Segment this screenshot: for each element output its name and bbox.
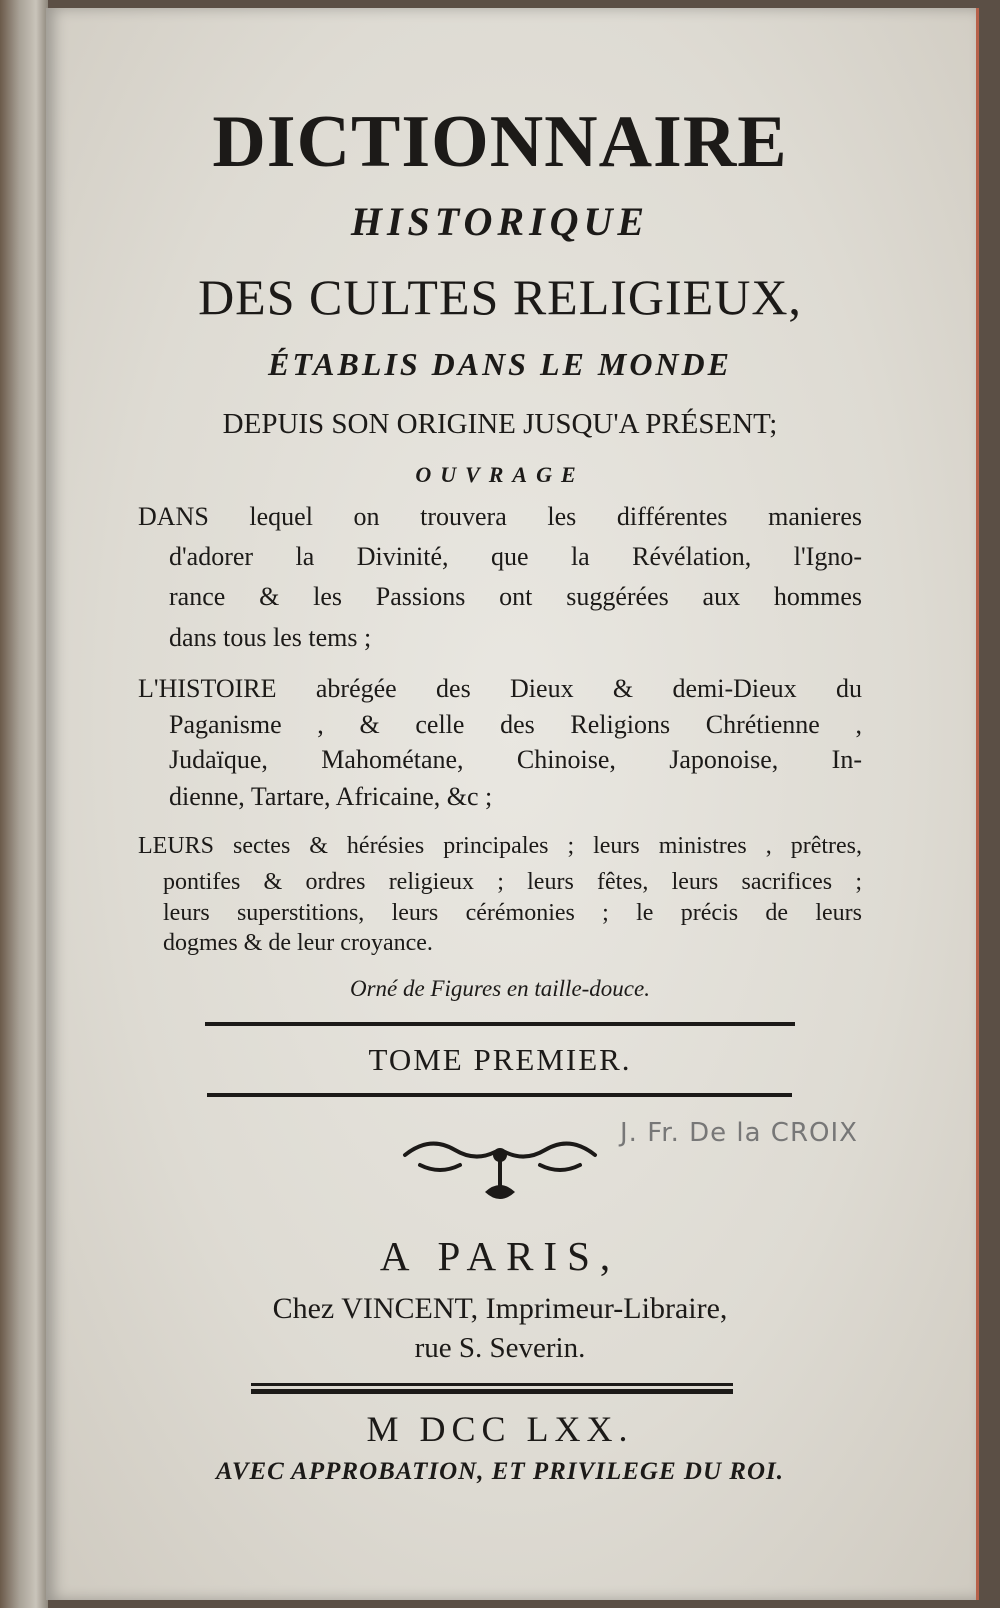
double-rule-top bbox=[251, 1383, 733, 1386]
approbation-line: AVEC APPROBATION, ET PRIVILEGE DU ROI. bbox=[216, 1458, 784, 1485]
paragraph-line: dogmes & de leur croyance. bbox=[163, 930, 433, 956]
subtitle-etablis: ÉTABLIS DANS LE MONDE bbox=[268, 346, 732, 382]
paragraph-line: d'adorer la Divinité, que la Révélation, l'Igno- bbox=[169, 542, 862, 571]
tome-label: TOME PREMIER. bbox=[368, 1042, 632, 1077]
place-of-publication: A PARIS, bbox=[379, 1233, 621, 1279]
subtitle-historique: HISTORIQUE bbox=[350, 199, 650, 244]
paragraph-line: Paganisme , & celle des Religions Chrétienne , bbox=[169, 710, 862, 739]
double-rule-bottom bbox=[251, 1389, 733, 1394]
handwritten-owner-signature: J. Fr. De la CROIX bbox=[620, 1118, 858, 1148]
paragraph-line: leurs superstitions, leurs cérémonies ; le précis de leurs bbox=[163, 900, 862, 926]
publisher: Chez VINCENT, Imprimeur-Libraire, bbox=[272, 1292, 728, 1325]
paragraph-line: rance & les Passions ont suggérées aux hommes bbox=[169, 582, 862, 611]
paragraph-line: dans tous les tems ; bbox=[169, 623, 372, 652]
paragraph-line: DANS lequel on trouvera les différentes manieres bbox=[138, 502, 862, 531]
paragraph-line: L'HISTOIRE abrégée des Dieux & demi-Dieux du bbox=[138, 674, 862, 703]
subtitle-cultes: DES CULTES RELIGIEUX, bbox=[198, 269, 802, 325]
paragraph-line: Judaïque, Mahométane, Chinoise, Japonoise, In- bbox=[169, 745, 862, 774]
paragraph-line: LEURS sectes & hérésies principales ; leurs ministres , prêtres, bbox=[138, 833, 862, 859]
ouvrage-label: OUVRAGE bbox=[415, 462, 585, 487]
paragraph-line: dienne, Tartare, Africaine, &c ; bbox=[169, 782, 493, 811]
publication-year: M DCC LXX. bbox=[366, 1409, 634, 1449]
subtitle-depuis: DEPUIS SON ORIGINE JUSQU'A PRÉSENT; bbox=[222, 408, 778, 440]
book-title: DICTIONNAIRE bbox=[212, 101, 788, 183]
paragraph-line: pontifes & ordres religieux ; leurs fêtes, leurs sacrifices ; bbox=[163, 869, 862, 895]
fleuron-ornament-icon bbox=[400, 1130, 600, 1210]
orne-line: Orné de Figures en taille-douce. bbox=[350, 976, 650, 1001]
rule-top bbox=[205, 1022, 795, 1026]
rule-bottom bbox=[207, 1093, 792, 1097]
publisher-address: rue S. Severin. bbox=[414, 1332, 586, 1364]
